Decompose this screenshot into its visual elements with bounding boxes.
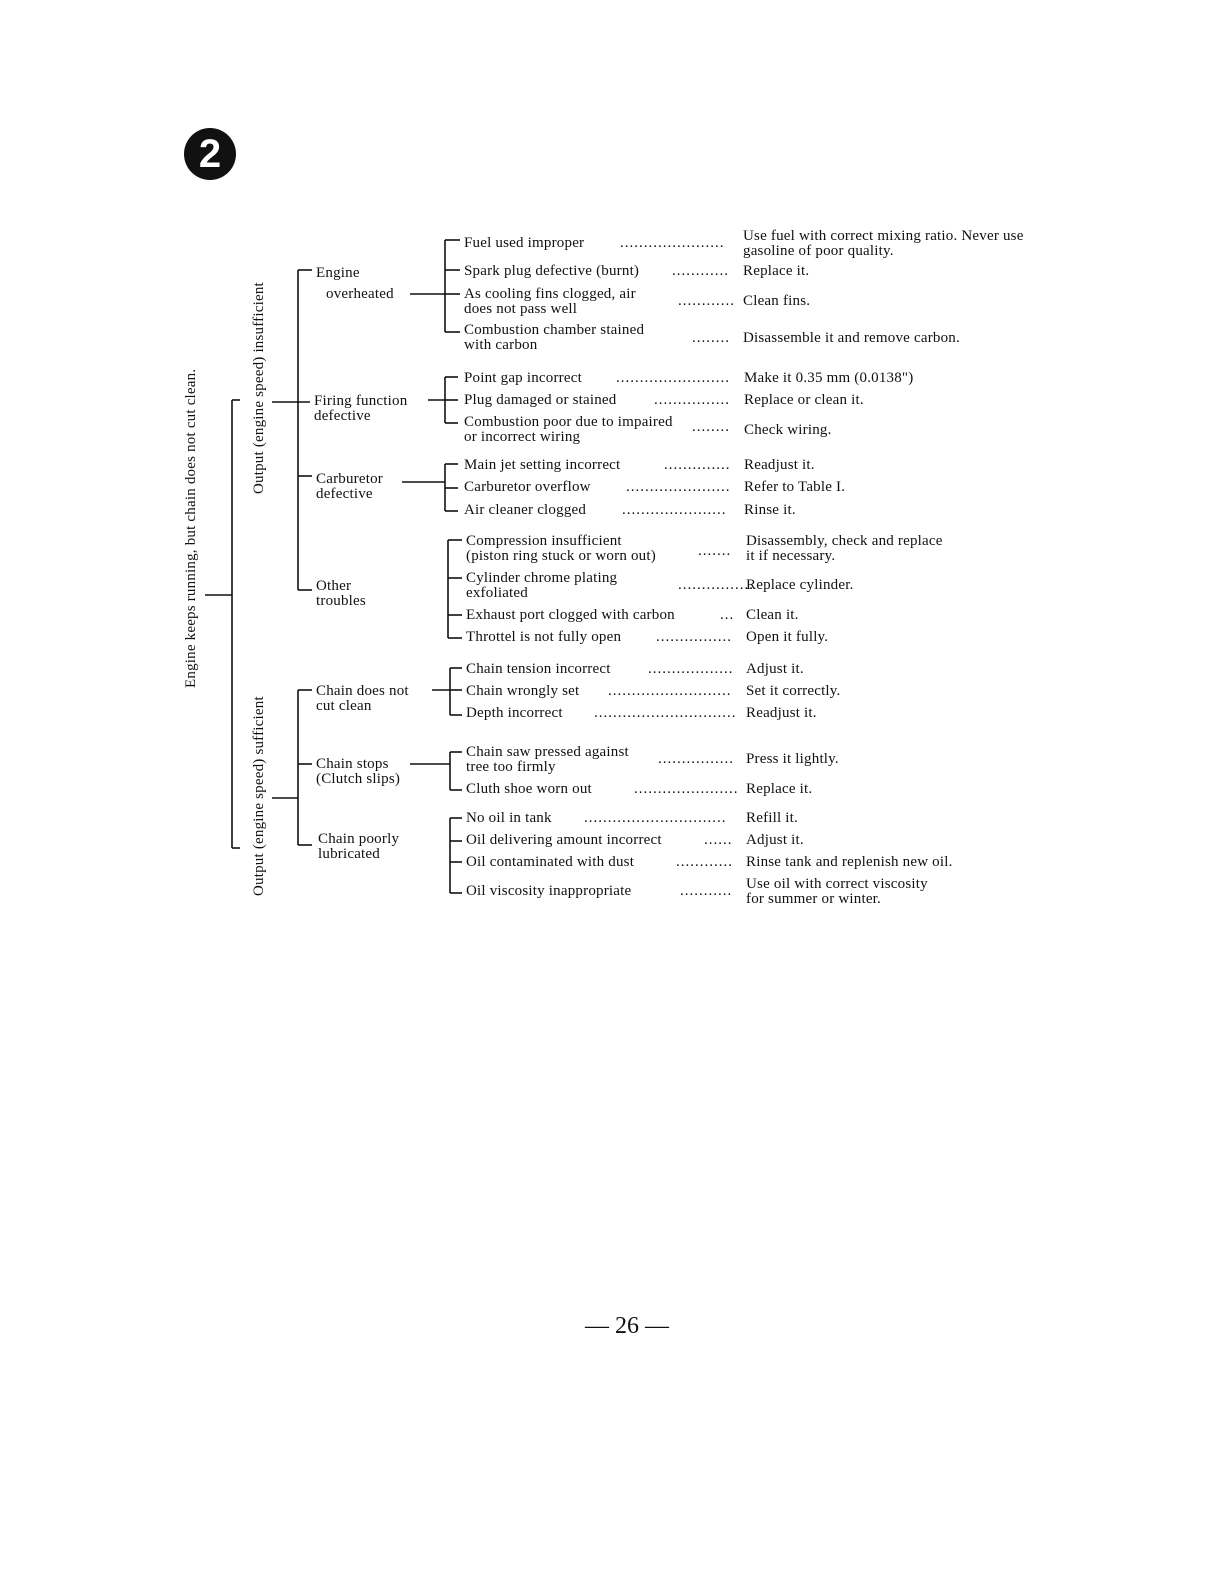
leader-dots: .......................... bbox=[608, 683, 732, 699]
remedy-row: Replace cylinder. bbox=[746, 577, 854, 593]
remedy-row: Readjust it. bbox=[746, 705, 817, 721]
cause-row: Oil delivering amount incorrect bbox=[466, 832, 662, 848]
remedy-row: Clean fins. bbox=[743, 293, 811, 309]
remedy-row: Set it correctly. bbox=[746, 683, 841, 699]
leader-dots: .............................. bbox=[584, 810, 727, 826]
cause-row: Main jet setting incorrect bbox=[464, 457, 621, 473]
category-firing-function: Firing function defective bbox=[314, 393, 408, 424]
cause-row: Depth incorrect bbox=[466, 705, 563, 721]
category-chain-lubricated: Chain poorly lubricated bbox=[318, 831, 400, 862]
remedy-row: Refill it. bbox=[746, 810, 798, 826]
leader-dots: ........................ bbox=[616, 370, 730, 386]
leader-dots: ............ bbox=[676, 854, 733, 870]
cause-row: As cooling fins clogged, air does not pass well bbox=[464, 286, 636, 317]
insufficient-label: Output (engine speed) insufficient bbox=[251, 282, 267, 494]
section-number-badge: 2 bbox=[184, 128, 236, 180]
leader-dots: ... bbox=[720, 607, 735, 623]
root-label: Engine keeps running, but chain does not cut clean. bbox=[183, 368, 199, 688]
remedy-row: Clean it. bbox=[746, 607, 799, 623]
cause-row: Cylinder chrome plating exfoliated bbox=[466, 570, 618, 601]
category-other-troubles: Other troubles bbox=[316, 578, 366, 609]
remedy-row: Use fuel with correct mixing ratio. Never use gasoline of poor quality. bbox=[743, 228, 1024, 259]
page-number: — 26 — bbox=[585, 1313, 669, 1339]
leader-dots: ............ bbox=[672, 263, 729, 279]
cause-row: Fuel used improper bbox=[464, 235, 585, 251]
leader-dots: ....... bbox=[698, 543, 732, 559]
sufficient-label: Output (engine speed) sufficient bbox=[251, 696, 267, 896]
remedy-row: Adjust it. bbox=[746, 832, 804, 848]
remedy-row: Use oil with correct viscosity for summer or winter. bbox=[746, 876, 928, 907]
leader-dots: ................ bbox=[654, 392, 730, 408]
cause-row: Chain tension incorrect bbox=[466, 661, 611, 677]
cause-row: Plug damaged or stained bbox=[464, 392, 617, 408]
remedy-row: Readjust it. bbox=[744, 457, 815, 473]
leader-dots: ........... bbox=[680, 883, 733, 899]
leader-dots: .............. bbox=[664, 457, 731, 473]
leader-dots: ................ bbox=[678, 577, 754, 593]
cause-row: No oil in tank bbox=[466, 810, 552, 826]
leader-dots: ........ bbox=[692, 419, 730, 435]
leader-dots: ...................... bbox=[626, 479, 731, 495]
remedy-row: Rinse tank and replenish new oil. bbox=[746, 854, 953, 870]
category-carburetor: Carburetor defective bbox=[316, 471, 383, 502]
remedy-row: Press it lightly. bbox=[746, 751, 839, 767]
cause-row: Exhaust port clogged with carbon bbox=[466, 607, 675, 623]
remedy-row: Refer to Table I. bbox=[744, 479, 846, 495]
leader-dots: ........ bbox=[692, 330, 730, 346]
cause-row: Combustion poor due to impaired or incorrect wiring bbox=[464, 414, 673, 445]
cause-row: Combustion chamber stained with carbon bbox=[464, 322, 645, 353]
category-engine-overheated: Engine overheated bbox=[316, 265, 394, 302]
cause-row: Oil viscosity inappropriate bbox=[466, 883, 632, 899]
remedy-row: Rinse it. bbox=[744, 502, 796, 518]
category-chain-stops: Chain stops (Clutch slips) bbox=[316, 756, 401, 787]
remedy-row: Open it fully. bbox=[746, 629, 829, 645]
remedy-row: Replace it. bbox=[746, 781, 813, 797]
leader-dots: ................ bbox=[658, 751, 734, 767]
leader-dots: ...................... bbox=[634, 781, 739, 797]
remedy-row: Check wiring. bbox=[744, 422, 832, 438]
cause-row: Air cleaner clogged bbox=[464, 502, 587, 518]
leader-dots: ...... bbox=[704, 832, 733, 848]
remedy-row: Adjust it. bbox=[746, 661, 804, 677]
cause-row: Throttel is not fully open bbox=[466, 629, 622, 645]
remedy-row: Disassembly, check and replace it if necessary. bbox=[746, 533, 943, 564]
remedy-row: Disassemble it and remove carbon. bbox=[743, 330, 960, 346]
cause-row: Carburetor overflow bbox=[464, 479, 591, 495]
leader-dots: .............................. bbox=[594, 705, 737, 721]
cause-row: Spark plug defective (burnt) bbox=[464, 263, 640, 279]
cause-row: Compression insufficient (piston ring stuck or worn out) bbox=[466, 533, 656, 564]
cause-row: Oil contaminated with dust bbox=[466, 854, 635, 870]
cause-row: Chain saw pressed against tree too firmly bbox=[466, 744, 629, 775]
remedy-row: Replace it. bbox=[743, 263, 810, 279]
leader-dots: ...................... bbox=[622, 502, 727, 518]
cause-row: Cluth shoe worn out bbox=[466, 781, 592, 797]
leader-dots: .................. bbox=[648, 661, 734, 677]
leader-dots: ................ bbox=[656, 629, 732, 645]
leader-dots: ...................... bbox=[620, 235, 725, 251]
category-chain-not-cut: Chain does not cut clean bbox=[316, 683, 409, 714]
remedy-row: Replace or clean it. bbox=[744, 392, 864, 408]
cause-row: Point gap incorrect bbox=[464, 370, 582, 386]
cause-row: Chain wrongly set bbox=[466, 683, 580, 699]
leader-dots: ............ bbox=[678, 293, 735, 309]
remedy-row: Make it 0.35 mm (0.0138") bbox=[744, 370, 914, 386]
